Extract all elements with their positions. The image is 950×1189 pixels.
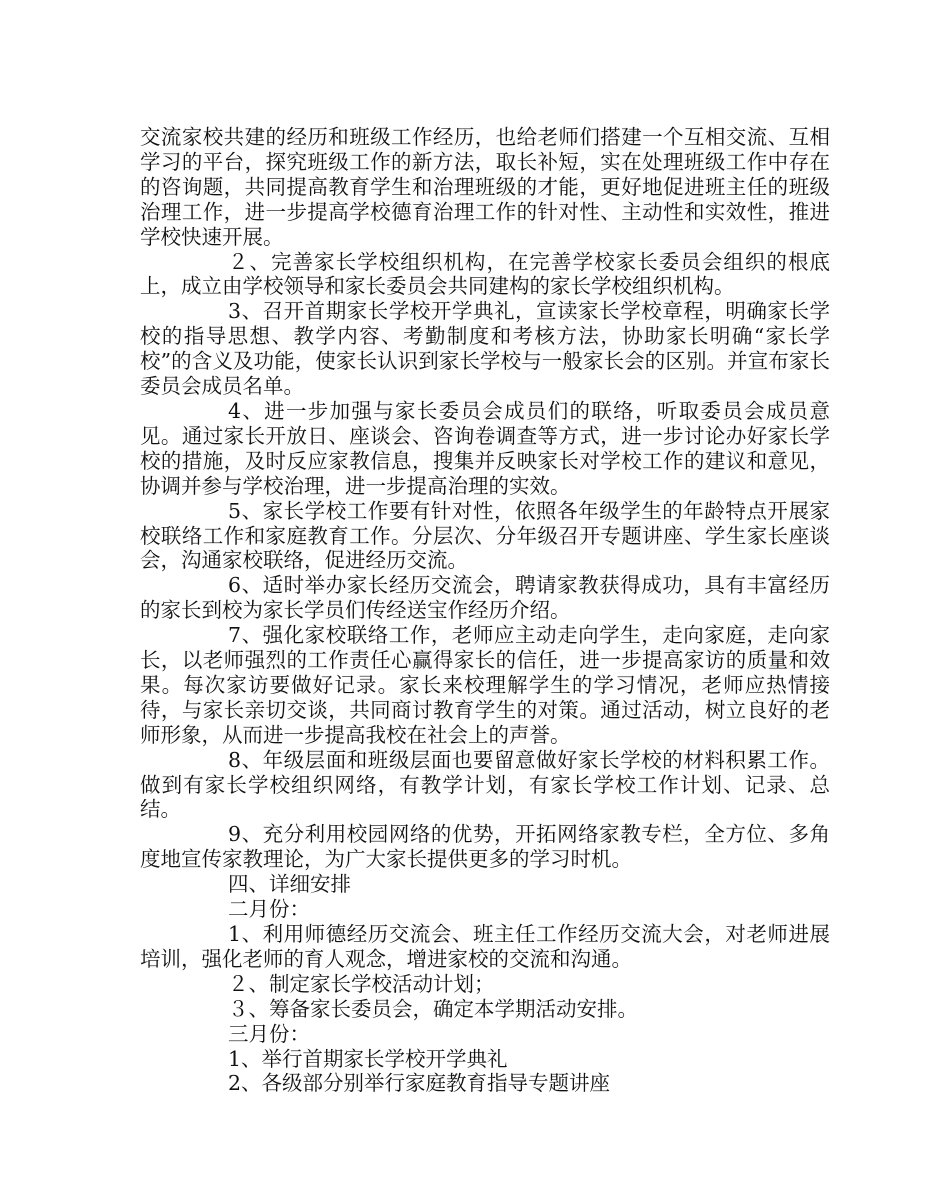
month-heading-march: 三月份： bbox=[228, 1021, 310, 1046]
paragraph-item-9: 9、充分利用校园网络的优势，开拓网络家教专栏，全方位、多角度地宣传家教理论，为广大家长提供更多的学习时机。 bbox=[140, 822, 830, 872]
march-item-1: 1、举行首期家长学校开学典礼 bbox=[228, 1046, 508, 1071]
paragraph-item-5: 5、家长学校工作要有针对性，依照各年级学生的年龄特点开展家校联络工作和家庭教育工作。分层次、分年级召开专题讲座、学生家长座谈会，沟通家校联络，促进经历交流。 bbox=[140, 498, 830, 573]
february-item-3: ３、筹备家长委员会，确定本学期活动安排。 bbox=[228, 996, 638, 1021]
paragraph-item-7: 7、强化家校联络工作，老师应主动走向学生，走向家庭，走向家长，以老师强烈的工作责任心赢得家长的信任，进一步提高家访的质量和效果。每次家访要做好记录。家长来校理解学生的学习情况，老师应热情接待，与家长亲切交谈，共同商讨教育学生的对策。通过活动，树立良好的老师形象，从而进一步提高我校在社会上的声誉。 bbox=[140, 623, 830, 747]
march-item-2: 2、各级部分别举行家庭教育指导专题讲座 bbox=[228, 1071, 611, 1096]
month-heading-february: 二月份： bbox=[228, 897, 310, 922]
february-item-1: 1、利用师德经历交流会、班主任工作经历交流大会，对老师进展培训，强化老师的育人观念，增进家校的交流和沟通。 bbox=[140, 922, 830, 971]
paragraph-item-6: 6、适时举办家长经历交流会，聘请家教获得成功，具有丰富经历的家长到校为家长学员们传经送宝作经历介绍。 bbox=[140, 573, 830, 623]
paragraph-item-4: 4、进一步加强与家长委员会成员们的联络，听取委员会成员意见。通过家长开放日、座谈会、咨询卷调查等方式，进一步讨论办好家长学校的措施，及时反应家教信息，搜集并反映家长对学校工作的建议和意见，协调并参与学校治理，进一步提高治理的实效。 bbox=[140, 398, 830, 498]
document-body bbox=[140, 125, 830, 1096]
paragraph-item-2: ２、完善家长学校组织机构，在完善学校家长委员会组织的根底上，成立由学校领导和家长委员会共同建构的家长学校组织机构。 bbox=[140, 249, 830, 299]
paragraph-item-3: 3、召开首期家长学校开学典礼，宣读家长学校章程，明确家长学校的指导思想、教学内容、考勤制度和考核方法，协助家长明确“家长学校”的含义及功能，使家长认识到家长学校与一般家长会的区别。并宣布家长委员会成员名单。 bbox=[140, 299, 830, 399]
paragraph-continuation: 交流家校共建的经历和班级工作经历，也给老师们搭建一个互相交流、互相学习的平台，探究班级工作的新方法，取长补短，实在处理班级工作中存在的咨询题，共同提高教育学生和治理班级的才能，更好地促进班主任的班级治理工作，进一步提高学校德育治理工作的针对性、主动性和实效性，推进学校快速开展。 bbox=[140, 125, 830, 249]
february-item-2: ２、制定家长学校活动计划； bbox=[228, 971, 495, 996]
section-heading-schedule: 四、详细安排 bbox=[228, 872, 351, 897]
paragraph-item-8: 8、年级层面和班级层面也要留意做好家长学校的材料积累工作。做到有家长学校组织网络，有教学计划，有家长学校工作计划、记录、总结。 bbox=[140, 747, 830, 822]
